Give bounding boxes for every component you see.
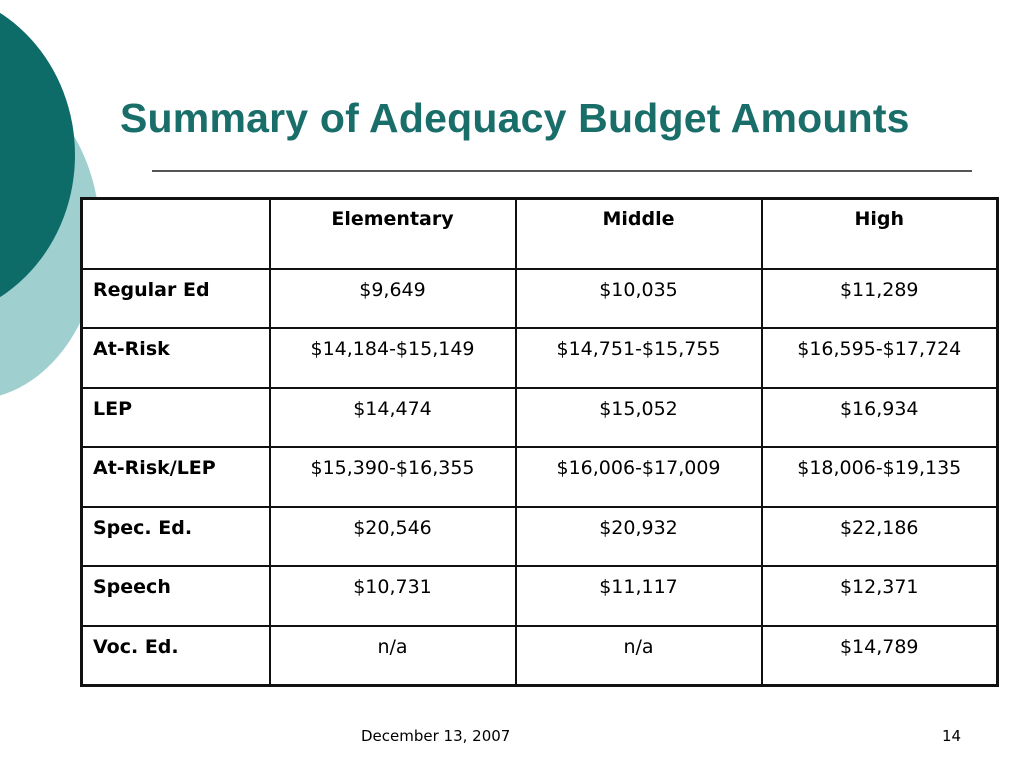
cell-elementary: $14,184-$15,149 (270, 328, 516, 388)
cell-high: $14,789 (762, 626, 998, 686)
table-row (82, 626, 998, 686)
cell-elementary: n/a (270, 626, 516, 686)
cell-elementary: $14,474 (270, 388, 516, 448)
row-label: At-Risk/LEP (82, 447, 270, 507)
cell-high: $12,371 (762, 566, 998, 626)
cell-middle: $14,751-$15,755 (516, 328, 762, 388)
row-label: At-Risk (82, 328, 270, 388)
header-cell-corner (82, 199, 270, 269)
slide-title: Summary of Adequacy Budget Amounts (120, 95, 910, 141)
row-label: LEP (82, 388, 270, 448)
header-cell-middle: Middle (516, 199, 762, 269)
table-header-row (82, 199, 998, 269)
cell-elementary: $9,649 (270, 269, 516, 329)
cell-elementary: $10,731 (270, 566, 516, 626)
cell-high: $22,186 (762, 507, 998, 567)
table-row (82, 566, 998, 626)
page-number: 14 (942, 727, 962, 745)
row-label: Voc. Ed. (82, 626, 270, 686)
table-row (82, 388, 998, 448)
row-label: Regular Ed (82, 269, 270, 329)
cell-middle: $10,035 (516, 269, 762, 329)
row-label: Speech (82, 566, 270, 626)
cell-elementary: $15,390-$16,355 (270, 447, 516, 507)
cell-elementary: $20,546 (270, 507, 516, 567)
title-divider (152, 170, 972, 172)
row-label: Spec. Ed. (82, 507, 270, 567)
cell-middle: $16,006-$17,009 (516, 447, 762, 507)
cell-middle: $20,932 (516, 507, 762, 567)
cell-high: $16,934 (762, 388, 998, 448)
header-cell-elementary: Elementary (270, 199, 516, 269)
table-row (82, 507, 998, 567)
cell-middle: $15,052 (516, 388, 762, 448)
table-row (82, 447, 998, 507)
cell-high: $11,289 (762, 269, 998, 329)
table-row (82, 269, 998, 329)
footer-date: December 13, 2007 (361, 727, 511, 745)
budget-table (80, 197, 999, 687)
cell-middle: n/a (516, 626, 762, 686)
table-row (82, 328, 998, 388)
header-cell-high: High (762, 199, 998, 269)
cell-high: $16,595-$17,724 (762, 328, 998, 388)
cell-high: $18,006-$19,135 (762, 447, 998, 507)
cell-middle: $11,117 (516, 566, 762, 626)
